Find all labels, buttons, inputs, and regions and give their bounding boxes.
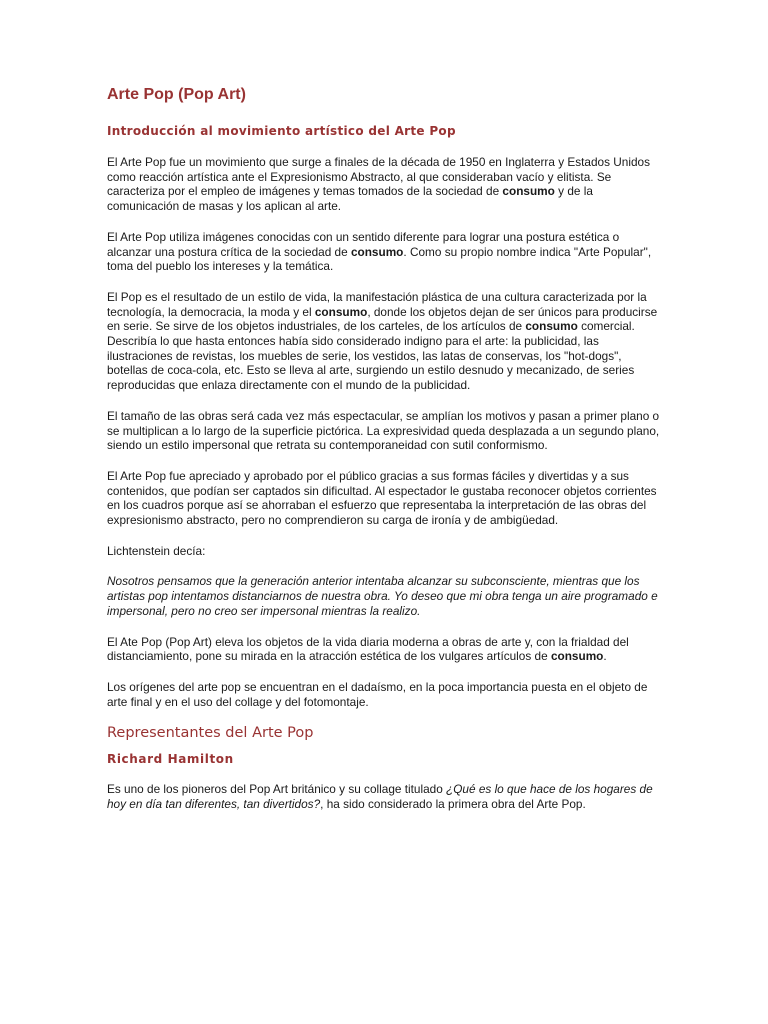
person-heading-hamilton: Richard Hamilton — [107, 752, 234, 767]
section-heading-representatives: Representantes del Arte Pop — [107, 725, 314, 742]
paragraph-lifestyle: El Pop es el resultado de un estilo de vida, la manifestación plástica de una cultura caracterizada por la tecnología, la democracia, la moda y el consumo, donde los objetos dejan de ser únicos para producirse en serie. Se sirve de los objetos industriales, de los carteles, de los artículos de consumo comercial. Describía lo que hasta entonces había sido considerado indigno para el arte: la publicidad, las ilustraciones de revistas, los muebles de serie, los vestidos, las latas de conservas, los "hot-dogs", botellas de coca-cola, etc. Esto se lleva al arte, surgiendo un estilo desnudo y mecanizado, de series reproducidas que enlaza directamente con el mundo de la publicidad. — [107, 289, 658, 393]
keyword-consumo: consumo — [350, 244, 404, 259]
keyword-consumo: consumo — [502, 184, 555, 199]
keyword-consumo: consumo — [550, 649, 604, 664]
keyword-consumo: consumo — [314, 304, 368, 319]
paragraph-origins: Los orígenes del arte pop se encuentran en el dadaísmo, en la poca importancia puesta en el objeto de arte final y en el uso del collage y del fotomontaje. — [107, 679, 648, 709]
paragraph-size: El tamaño de las obras será cada vez más espectacular, se amplían los motivos y pasan a primer plano o se multiplican a lo largo de la superficie pictórica. La expresividad queda desplazada a un segundo plano, siendo un estilo impersonal que retrata su contemporaneidad con sutil conformismo. — [107, 408, 660, 453]
paragraph-images: El Arte Pop utiliza imágenes conocidas con un sentido diferente para lograr una postura estética o alcanzar una postura crítica de la sociedad de consumo. Como su propio nombre indica "Arte Popular", toma del pueblo los intereses y la temática. — [107, 229, 652, 274]
paragraph-lichtenstein-intro: Lichtenstein decía: — [107, 543, 206, 558]
paragraph-daily-life: El Ate Pop (Pop Art) eleva los objetos de la vida diaria moderna a obras de arte y, con la frialdad del distanciamiento, pone su mirada en la atracción estética de los vulgares artículos de consumo. — [107, 634, 629, 664]
intro-subtitle: Introducción al movimiento artístico del Arte Pop — [107, 124, 456, 138]
paragraph-hamilton: Es uno de los pioneros del Pop Art británico y su collage titulado ¿Qué es lo que hace de los hogares de hoy en día tan diferentes, tan divertidos?, ha sido considerado la primera obra del Arte Pop. — [107, 782, 653, 812]
keyword-consumo: consumo — [525, 319, 578, 334]
page-title: Arte Pop (Pop Art) — [107, 86, 246, 103]
paragraph-appreciation: El Arte Pop fue apreciado y aprobado por el público gracias a sus formas fáciles y divertidas y a sus contenidos, que podían ser captados sin dificultad. Al espectador le gustaba reconocer objetos corrientes en los cuadros porque así se ahorraban el esfuerzo que representaba la interpretación de las obras del expresionismo abstracto, pero no comprendieron su carga de ironía y de ambigüedad. — [107, 468, 657, 528]
collage-title: ¿Qué es lo que hace de los hogares de hoy en día tan diferentes, tan divertidos? — [107, 782, 653, 812]
lichtenstein-quote: Nosotros pensamos que la generación anterior intentaba alcanzar su subconsciente, mientras que los artistas pop intentamos distanciarnos de nuestra obra. Yo deseo que mi obra tenga un aire programado e impersonal, pero no creo ser impersonal mientras la realizo. — [107, 574, 658, 618]
paragraph-intro: El Arte Pop fue un movimiento que surge a finales de la década de 1950 en Inglaterra y Estados Unidos como reacción artística ante el Expresionismo Abstracto, al que consideraban vacío y elitista. Se caracteriza por el empleo de imágenes y temas tomados de la sociedad de consumo y de la comunicación de masas y los aplican al arte. — [107, 155, 651, 214]
